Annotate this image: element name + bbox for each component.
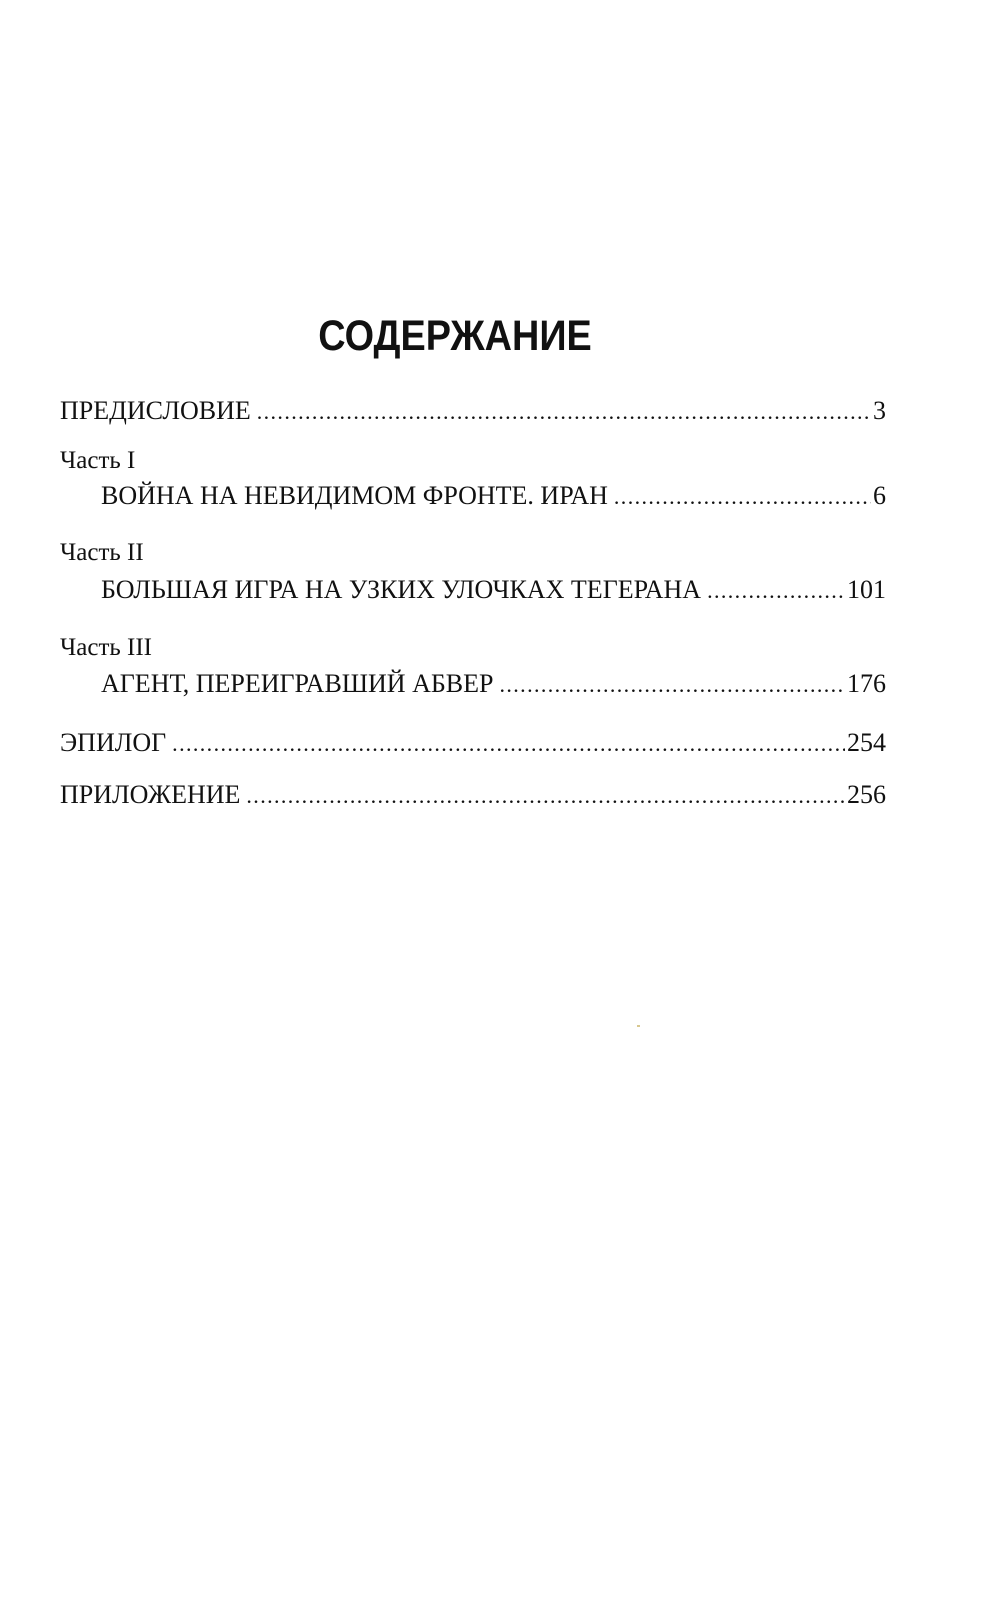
toc-entry-label: ПРИЛОЖЕНИЕ (60, 780, 241, 809)
dot-leader (172, 729, 845, 759)
dot-leader (246, 781, 845, 811)
toc-entry-part-2 (101, 575, 886, 606)
toc-entry-label: БОЛЬШАЯ ИГРА НА УЗКИХ УЛОЧКАХ ТЕГЕРАНА (101, 575, 702, 604)
toc-entry-part-3 (101, 669, 886, 700)
toc-entry-page: 101 (847, 575, 886, 604)
toc-entry-page: 176 (847, 669, 886, 698)
part-heading-1: Часть I (60, 447, 136, 474)
toc-entry-epilogue (60, 728, 886, 759)
dot-leader (707, 576, 845, 606)
toc-entry-appendix (60, 780, 886, 811)
toc-entry-page: 6 (873, 481, 886, 510)
toc-entry-label: ПРЕДИСЛОВИЕ (60, 396, 251, 425)
toc-entry-label: ЭПИЛОГ (60, 728, 167, 757)
dot-leader (257, 397, 871, 427)
toc-entry-part-1 (101, 481, 886, 512)
toc-entry-page: 256 (847, 780, 886, 809)
scan-speck (637, 1025, 640, 1027)
toc-entry-label: АГЕНТ, ПЕРЕИГРАВШИЙ АБВЕР (101, 669, 494, 698)
toc-entry-page: 3 (873, 396, 886, 425)
part-heading-3: Часть III (60, 634, 152, 661)
part-heading-2: Часть II (60, 539, 144, 566)
toc-entry-label: ВОЙНА НА НЕВИДИМОМ ФРОНТЕ. ИРАН (101, 481, 608, 510)
page-title: СОДЕРЖАНИЕ (318, 312, 592, 360)
dot-leader (614, 482, 871, 512)
dot-leader (499, 670, 845, 700)
toc-entry-page: 254 (847, 728, 886, 757)
toc-entry-preface (60, 396, 886, 427)
